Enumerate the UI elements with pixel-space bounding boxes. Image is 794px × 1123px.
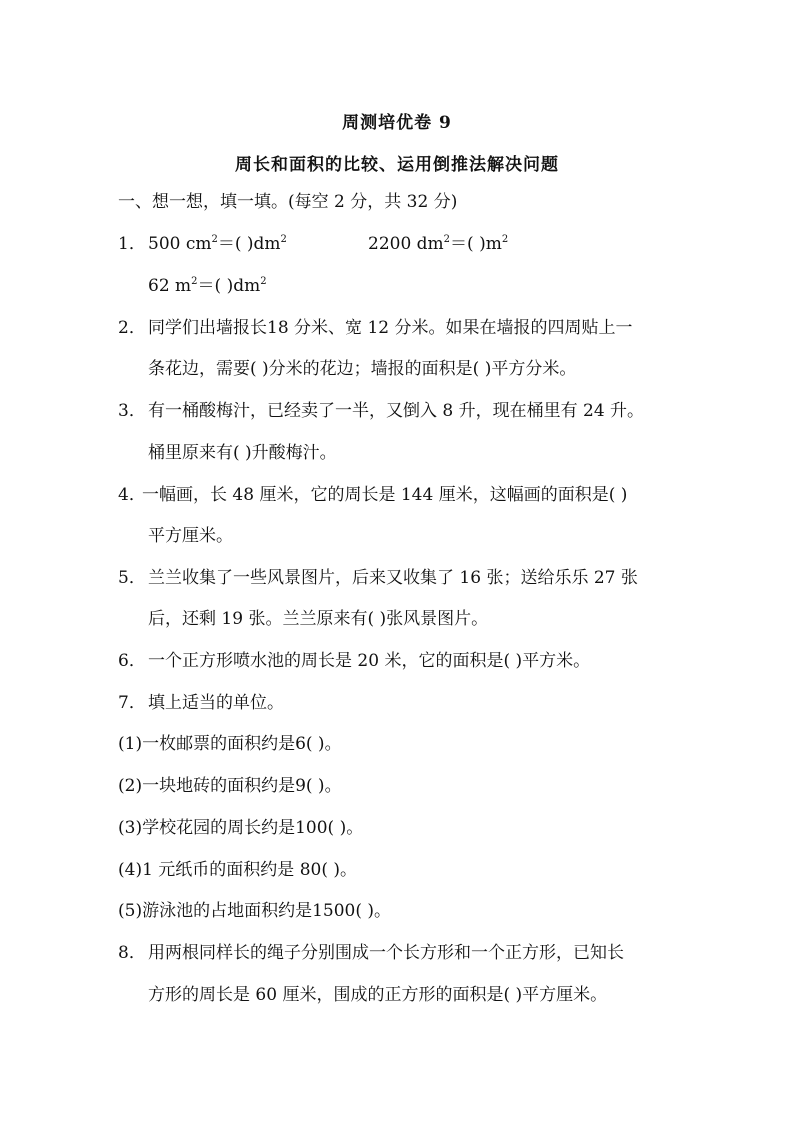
question-4-line-1: 一幅画，长 48 厘米，它的周长是 144 厘米，这幅画的面积是( ) — [142, 485, 628, 505]
q1a-blank: ＝( )dm — [217, 234, 281, 254]
question-8-number: 8． — [118, 943, 146, 963]
q1b-sup: 2 — [443, 234, 451, 245]
q1b-blank: ＝( )m — [450, 234, 502, 254]
question-5-line-2: 后，还剩 19 张。兰兰原来有( )张风景图片。 — [148, 609, 489, 629]
question-5-line-1: 兰兰收集了一些风景图片，后来又收集了 16 张；送给乐乐 27 张 — [148, 568, 638, 588]
question-6-line-1: 一个正方形喷水池的周长是 20 米，它的面积是( )平方米。 — [148, 651, 591, 671]
q1b-text: 2200 dm — [368, 234, 444, 254]
question-7-item-5: (5)游泳池的占地面积约是1500( )。 — [118, 901, 392, 921]
q1b-unit-sup: 2 — [501, 234, 509, 245]
question-3-line-2: 桶里原来有( )升酸梅汁。 — [148, 443, 337, 463]
page-subtitle: 周长和面积的比较、运用倒推法解决问题 — [235, 155, 559, 175]
question-1-part-a — [148, 233, 287, 255]
question-4-line-2: 平方厘米。 — [148, 526, 233, 546]
section-heading: 一、想一想，填一填。(每空 2 分，共 32 分) — [118, 192, 458, 212]
question-1-part-b — [368, 233, 508, 255]
q1c-text: 62 m — [148, 276, 192, 296]
question-4-number: 4． — [118, 485, 146, 505]
question-7-item-3: (3)学校花园的周长约是100( )。 — [118, 818, 364, 838]
question-6-number: 6． — [118, 651, 146, 671]
page-title: 周测培优卷 9 — [342, 113, 452, 133]
question-7-item-1: (1)一枚邮票的面积约是6( )。 — [118, 734, 342, 754]
q1c-unit-sup: 2 — [260, 276, 267, 287]
q1a-text: 500 cm — [148, 234, 212, 254]
question-8-line-2: 方形的周长是 60 厘米，围成的正方形的面积是( )平方厘米。 — [148, 985, 608, 1005]
question-1-part-c — [148, 275, 267, 297]
question-7-item-4: (4)1 元纸币的面积约是 80( )。 — [118, 860, 358, 880]
q1a-unit-sup: 2 — [280, 234, 287, 245]
question-7-item-2: (2)一块地砖的面积约是9( )。 — [118, 776, 342, 796]
question-7-number: 7． — [118, 693, 146, 713]
question-2-line-2: 条花边，需要( )分米的花边；墙报的面积是( )平方分米。 — [148, 359, 577, 379]
question-2-number: 2． — [118, 318, 146, 338]
question-2-line-1: 同学们出墙报长18 分米、宽 12 分米。如果在墙报的四周贴上一 — [148, 318, 633, 338]
question-5-number: 5． — [118, 568, 146, 588]
question-3-line-1: 有一桶酸梅汁，已经卖了一半，又倒入 8 升，现在桶里有 24 升。 — [148, 401, 645, 421]
question-1-number: 1． — [118, 234, 146, 254]
q1c-sup: 2 — [191, 276, 198, 287]
q1c-blank: ＝( )dm — [197, 276, 261, 296]
question-7-line-1: 填上适当的单位。 — [148, 693, 284, 713]
question-8-line-1: 用两根同样长的绳子分别围成一个长方形和一个正方形，已知长 — [148, 943, 624, 963]
q1a-sup: 2 — [211, 234, 218, 245]
question-3-number: 3． — [118, 401, 146, 421]
